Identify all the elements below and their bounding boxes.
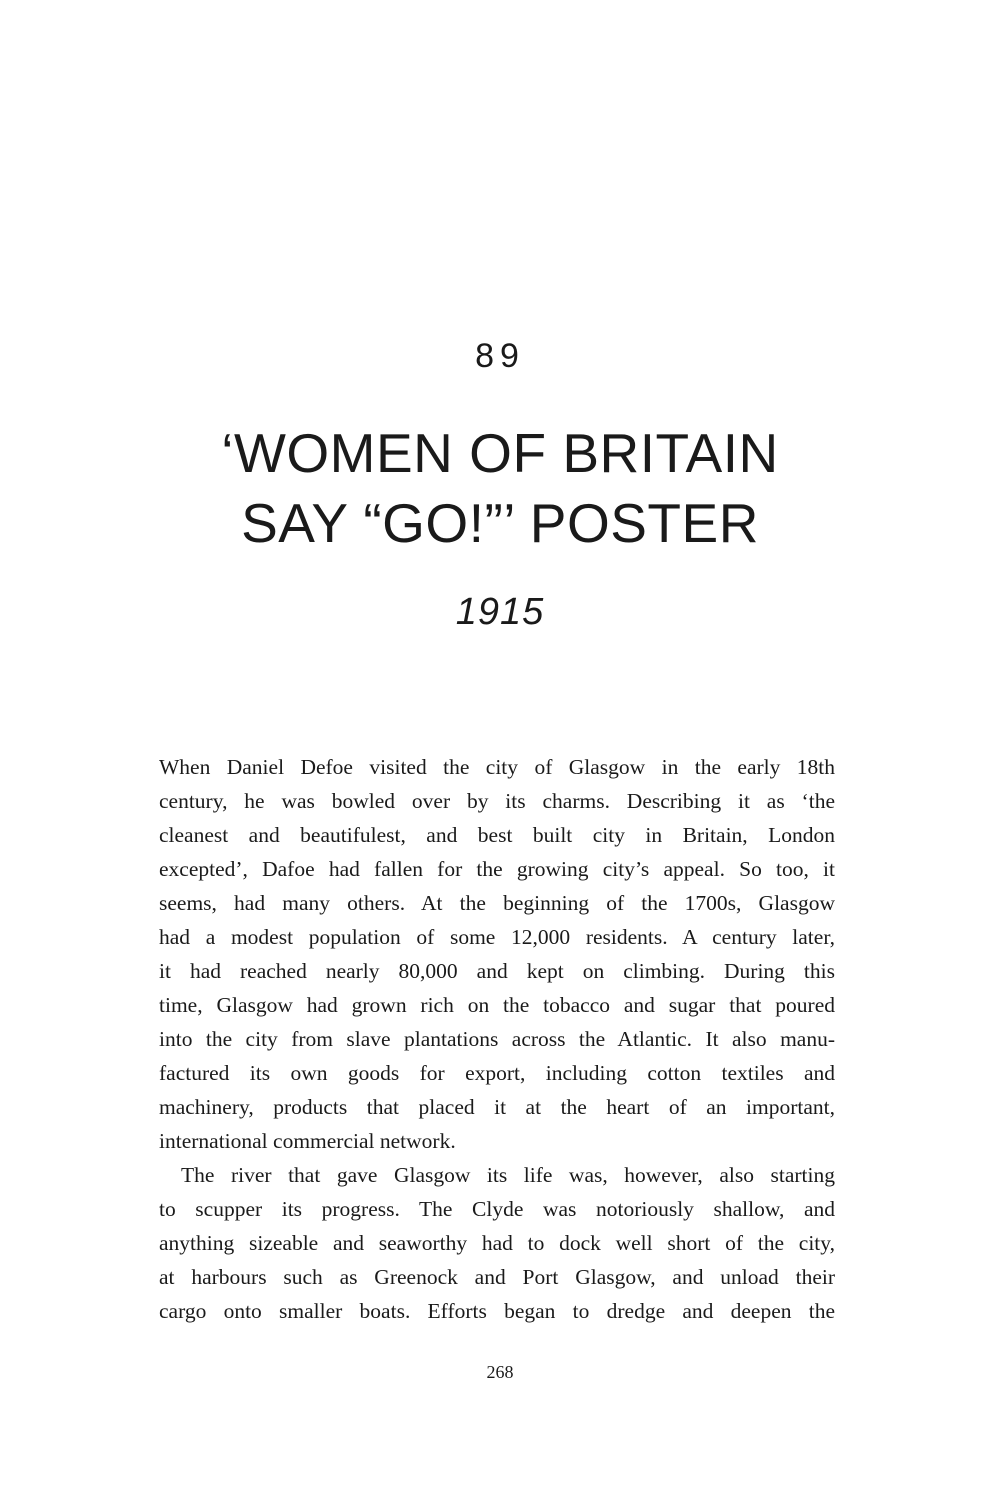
text-line: time, Glasgow had grown rich on the tobacco and sugar that poured (159, 993, 835, 1017)
text-line: excepted’, Dafoe had fallen for the growing city’s appeal. So too, it (159, 857, 835, 881)
paragraph (159, 1158, 835, 1328)
text-line: machinery, products that placed it at the heart of an important, (159, 1095, 835, 1119)
chapter-year: 1915 (455, 591, 545, 633)
chapter-title-line: SAY “GO!”’ POSTER (241, 492, 759, 554)
page-number: 268 (486, 1362, 514, 1382)
paragraph (159, 750, 835, 1158)
text-line: into the city from slave plantations across the Atlantic. It also manu- (159, 1027, 835, 1051)
text-line: When Daniel Defoe visited the city of Glasgow in the early 18th (159, 755, 835, 779)
chapter-title-line: ‘WOMEN OF BRITAIN (221, 422, 779, 484)
text-line: anything sizeable and seaworthy had to dock well short of the city, (159, 1231, 835, 1255)
text-line: international commercial network. (159, 1129, 456, 1153)
text-line: factured its own goods for export, including cotton textiles and (159, 1061, 835, 1085)
text-line: century, he was bowled over by its charms. Describing it as ‘the (159, 789, 835, 813)
text-line: cargo onto smaller boats. Efforts began to dredge and deepen the (159, 1299, 835, 1323)
text-line: at harbours such as Greenock and Port Glasgow, and unload their (159, 1265, 835, 1289)
text-line: The river that gave Glasgow its life was, however, also starting (181, 1163, 835, 1187)
body-text (159, 750, 835, 1328)
chapter-number: 89 (475, 337, 525, 375)
text-line: it had reached nearly 80,000 and kept on climbing. During this (159, 959, 835, 983)
text-line: had a modest population of some 12,000 residents. A century later, (159, 925, 835, 949)
chapter-title (0, 418, 1000, 558)
text-line: to scupper its progress. The Clyde was notoriously shallow, and (159, 1197, 835, 1221)
text-line: cleanest and beautifulest, and best built city in Britain, London (159, 823, 835, 847)
text-line: seems, had many others. At the beginning of the 1700s, Glasgow (159, 891, 835, 915)
